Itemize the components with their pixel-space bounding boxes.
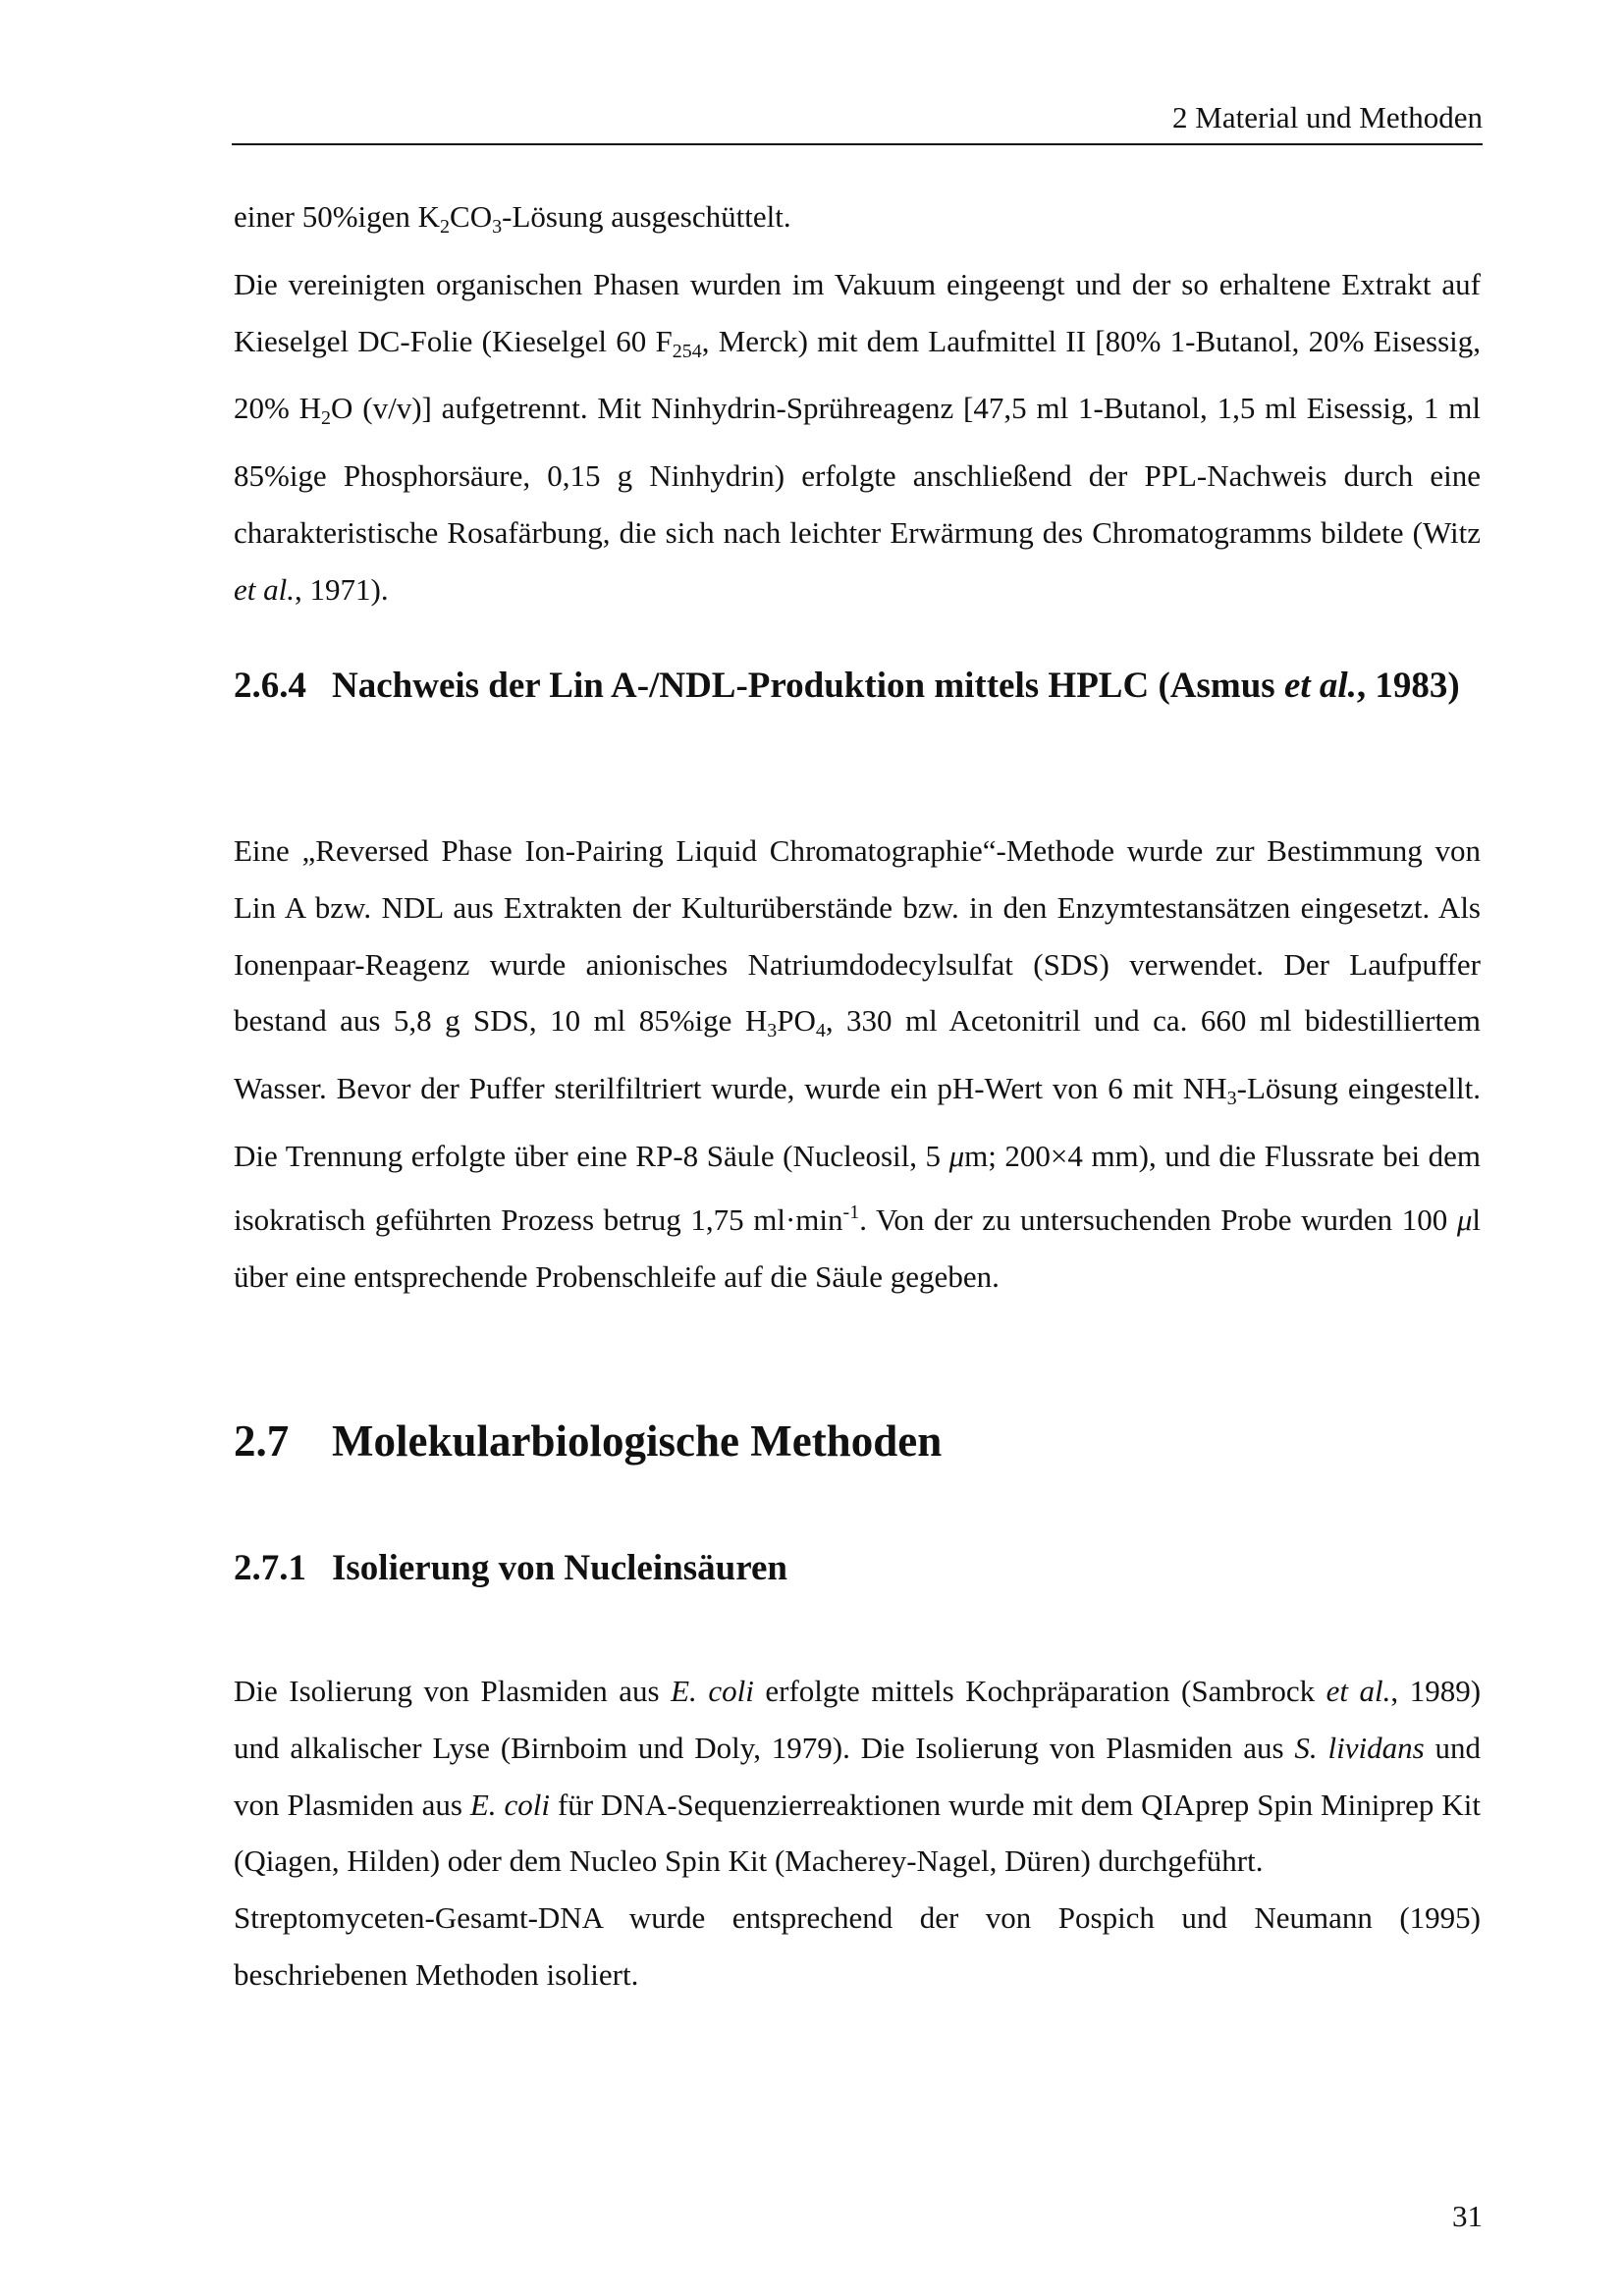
paragraph-line: einer 50%igen $K_2CO_3$-Lösung ausgeschüttelt.: [234, 199, 791, 238]
paragraph-genomic-dna: Streptomyceten-Gesamt-DNA wurde entsprechend der von Pospich und Neumann (1995) beschriebenen Methoden isoliert.: [234, 1900, 1481, 1992]
section-title: Molekularbiologische Methoden: [332, 1416, 943, 1466]
paragraph-hplc: [234, 823, 1481, 1305]
section-title: Nachweis der Lin A-/NDL-Produktion mittels HPLC (Asmus et al., 1983): [332, 666, 1460, 706]
paragraph-block-plasmids: [234, 1663, 1481, 2003]
section-heading-2-7: [234, 1414, 1481, 1468]
paragraph-hplc-text: Eine „Reversed Phase Ion-Pairing Liquid Chromatographie“-Methode wurde zur Bestimmung von Lin A bzw. NDL aus Extrakten der Kulturüberstände bzw. in den Enzymtestansätzen eingesetzt. Als Ionenpaar-Reagenz wurde anionisches Natriumdodecylsulfat (SDS) verwendet. Der Laufpuffer bestand aus 5,8 g SDS, 10 ml 85%ige $H_3PO_4$, 330 ml Acetonitril und ca. 660 ml bidestilliertem Wasser. Bevor der Puffer sterilfiltriert wurde, wurde ein pH-Wert von 6 mit $NH_3$-Lösung eingestellt. Die Trennung erfolgte über eine RP-8 Säule (Nucleosil, 5 μm; 200×4 mm), und die Flussrate bei dem isokratisch geführten Prozess betrug 1,75 $ml\cdot\min^{-1}$. Von der zu untersuchenden Probe wurden 100 μl über eine entsprechende Probenschleife auf die Säule gegeben.: [234, 833, 1481, 1294]
paragraph-chromatography: Die vereinigten organischen Phasen wurden im Vakuum eingeengt und der so erhaltene Extrakt auf Kieselgel DC-Folie (Kieselgel 60 $F_{254}$, Merck) mit dem Laufmittel II [80% 1-Butanol, 20% Eisessig, 20% $H_2O$ (v/v)] aufgetrennt. Mit Ninhydrin-Sprühreagenz [47,5 ml 1-Butanol, 1,5 ml Eisessig, 1 ml 85%ige Phosphorsäure, 0,15 g Ninhydrin) erfolgte anschließend der PPL-Nachweis durch eine charakteristische Rosafärbung, die sich nach leichter Erwärmung des Chromatogramms bildete (Witz et al., 1971).: [234, 266, 1481, 607]
paragraph-block-extraction: [234, 188, 1481, 618]
section-title: Isolierung von Nucleinsäuren: [332, 1548, 787, 1588]
section-number: 2.6.4: [234, 666, 306, 706]
section-number: 2.7: [234, 1416, 290, 1466]
section-number: 2.7.1: [234, 1548, 306, 1588]
paragraph-plasmid-isolation: Die Isolierung von Plasmiden aus E. coli erfolgte mittels Kochpräparation (Sambrock et al., 1989) und alkalischer Lyse (Birnboim und Doly, 1979). Die Isolierung von Plasmiden aus S. lividans und von Plasmiden aus E. coli für DNA-Sequenzierreaktionen wurde mit dem QIAprep Spin Miniprep Kit (Qiagen, Hilden) oder dem Nucleo Spin Kit (Macherey-Nagel, Düren) durchgeführt.: [234, 1674, 1482, 1879]
section-heading-2-6-4: [234, 664, 1481, 709]
running-header: 2 Material und Methoden: [232, 98, 1483, 145]
page-number: 31: [1452, 2199, 1483, 2233]
section-heading-2-7-1: [234, 1546, 1481, 1591]
